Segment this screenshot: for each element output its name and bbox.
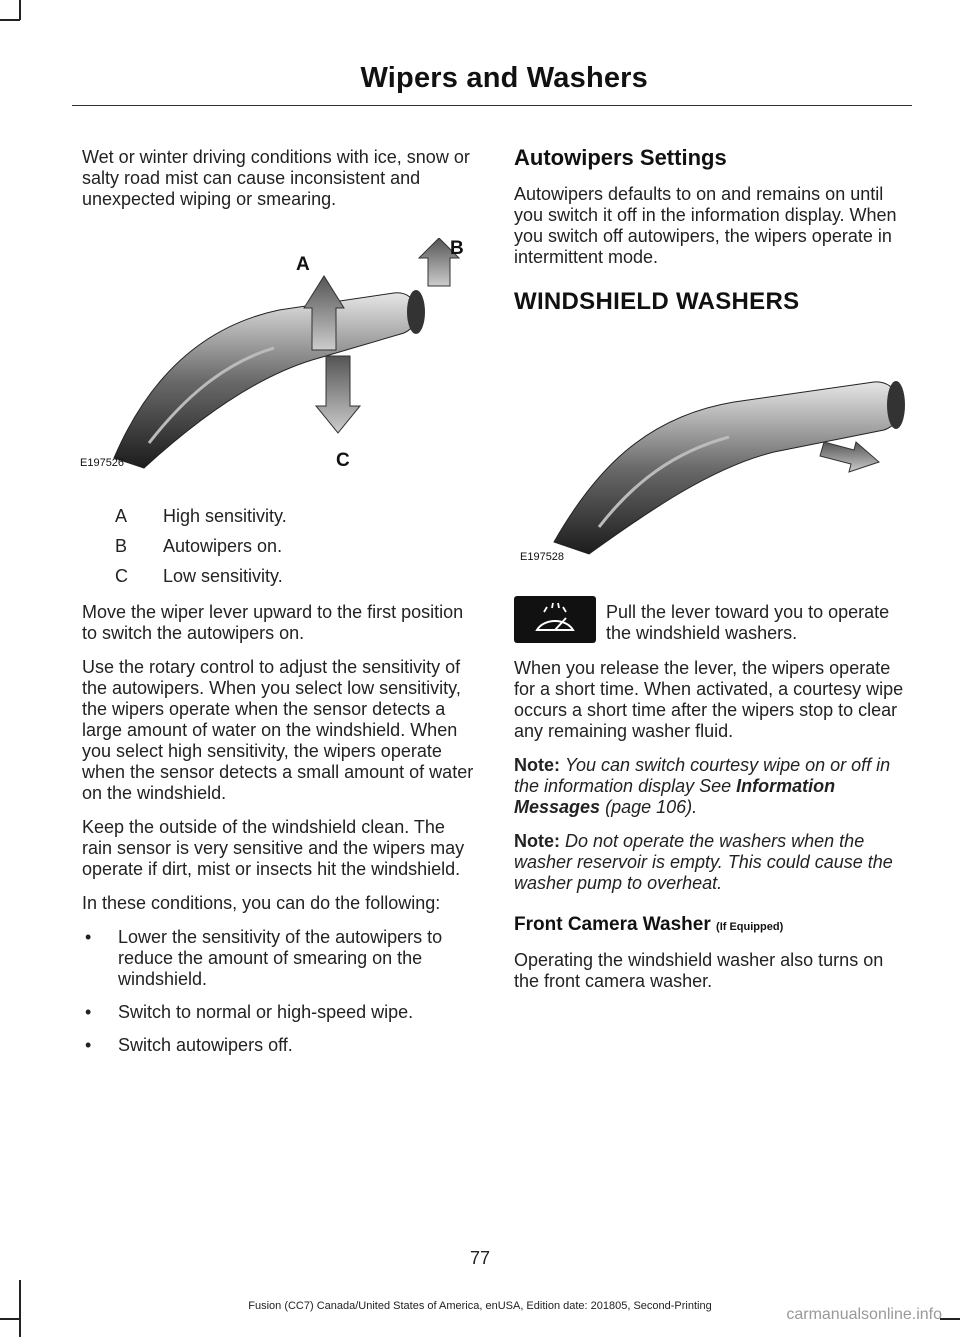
paragraph: Move the wiper lever upward to the first position to switch the autowipers on. [82, 602, 464, 643]
legend-row [82, 536, 477, 566]
wiper-lever-figure-washers [514, 322, 912, 572]
legend-text: High sensitivity. [163, 506, 287, 526]
footer-text: Fusion (CC7) Canada/United States of America, enUSA, Edition date: 201805, Second-Printing [248, 1300, 712, 1312]
note-label: Note: [514, 831, 560, 851]
figure-legend [82, 506, 477, 596]
watermark: carmanualsonline.info [786, 1306, 942, 1323]
section-heading-windshield-washers: WINDSHIELD WASHERS [514, 288, 800, 315]
bullet-dot: • [85, 927, 92, 947]
crop-mark [0, 19, 20, 21]
crop-mark [19, 0, 21, 20]
figure-code: E197528 [520, 551, 565, 563]
note-reservoir [514, 831, 912, 894]
bullet-text: Lower the sensitivity of the autowipers to reduce the amount of smearing on the windshield. [118, 927, 443, 989]
wiper-lever-illustration [74, 238, 466, 478]
wiper-lever-figure-autowipers [74, 238, 466, 478]
figure-label-a: A [296, 254, 310, 275]
figure-label-c: C [336, 450, 350, 471]
figure-code: E197526 [80, 457, 125, 469]
section-heading-front-camera-washer [514, 914, 912, 938]
note-courtesy-wipe [514, 755, 912, 818]
legend-key: C [115, 566, 128, 586]
intro-paragraph: Wet or winter driving conditions with ice, snow or salty road mist can cause inconsistent and unexpected wiping or smearing. [82, 147, 470, 209]
section-heading-autowipers-settings: Autowipers Settings [514, 145, 727, 170]
legend-row [82, 566, 477, 596]
page-number: 77 [469, 1248, 491, 1268]
bullet-item [82, 1035, 477, 1056]
note-text: You can switch courtesy wipe on or off in the information display See [514, 755, 891, 796]
heading-suffix: (If Equipped) [716, 921, 784, 933]
note-text: Do not operate the washers when the washer reservoir is empty. This could cause the washer pump to overheat. [514, 831, 893, 893]
bullet-text: Switch autowipers off. [118, 1035, 293, 1055]
information-messages-link[interactable]: Information Messages [514, 776, 836, 817]
legend-key: A [115, 506, 128, 526]
windshield-washer-icon [514, 596, 596, 643]
bullet-text: Switch to normal or high-speed wipe. [118, 1002, 414, 1022]
right-column [514, 147, 912, 1005]
note-label: Note: [514, 755, 560, 775]
page-reference: (page 106). [605, 797, 698, 817]
crop-mark [940, 1318, 960, 1320]
wiper-lever-pull-illustration [514, 322, 912, 562]
bullet-dot: • [85, 1002, 92, 1022]
pull-lever-text: Pull the lever toward you to operate the windshield washers. [606, 602, 890, 643]
legend-text: Low sensitivity. [163, 566, 283, 586]
bullet-item [82, 927, 477, 990]
paragraph: In these conditions, you can do the following: [82, 893, 441, 913]
legend-key: B [115, 536, 128, 556]
paragraph: Use the rotary control to adjust the sensitivity of the autowipers. When you select low sensitivity, the wipers operate when the sensor detects a large amount of water on the windshield. When you select high sensitivity, the wipers operate when the sensor detects a small amount of water on the windshield. [82, 657, 474, 803]
paragraph: Operating the windshield washer also turns on the front camera washer. [514, 950, 884, 991]
paragraph: When you release the lever, the wipers operate for a short time. When activated, a courtesy wipe occurs a short time after the wipers stop to clear any remaining washer fluid. [514, 658, 904, 741]
paragraph: Keep the outside of the windshield clean. The rain sensor is very sensitive and the wipers may operate if dirt, mist or insects hit the windshield. [82, 817, 465, 879]
figure-label-b: B [450, 238, 464, 259]
page-title: Wipers and Washers [360, 62, 648, 94]
legend-text: Autowipers on. [163, 536, 283, 556]
crop-mark [0, 1318, 20, 1320]
header-rule [72, 105, 912, 106]
legend-row [82, 506, 477, 536]
left-column [82, 147, 477, 1068]
washer-instruction [514, 596, 912, 644]
paragraph: Autowipers defaults to on and remains on until you switch it off in the information display. When you switch off autowipers, the wipers operate in intermittent mode. [514, 184, 897, 267]
heading-text: Front Camera Washer [514, 914, 711, 935]
bullet-item [82, 1002, 477, 1023]
bullet-dot: • [85, 1035, 92, 1055]
